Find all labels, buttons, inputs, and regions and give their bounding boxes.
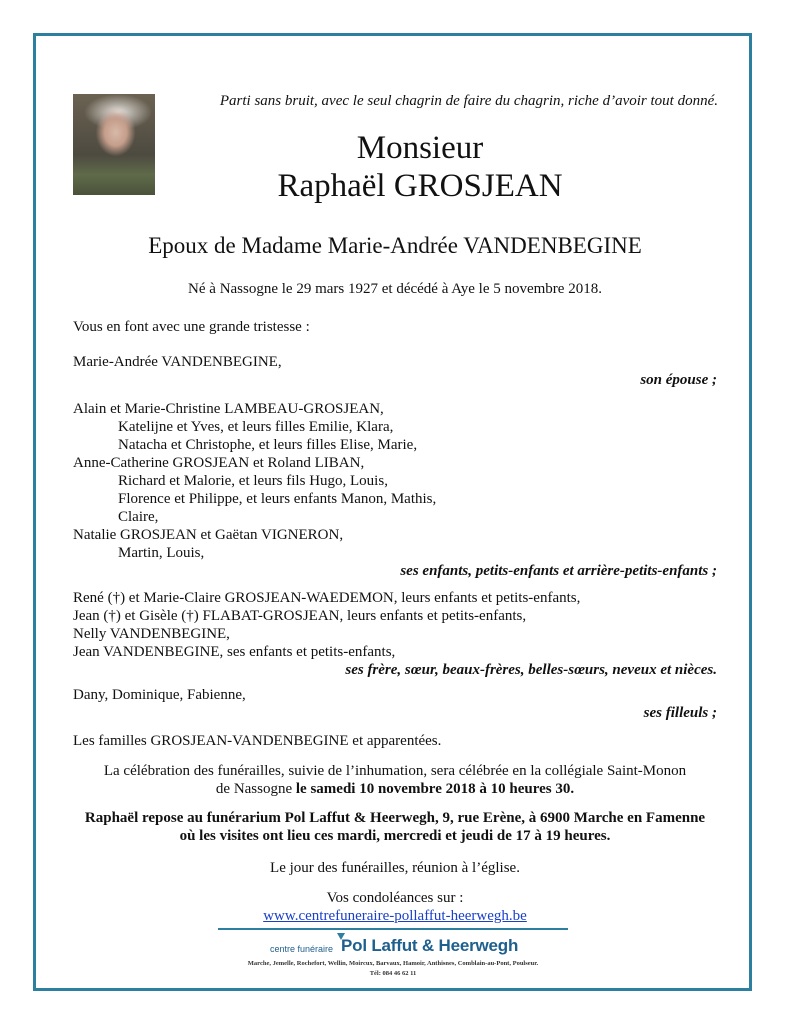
birth-death-line: Né à Nassogne le 29 mars 1927 et décédé à Aye le 5 novembre 2018. <box>188 281 602 297</box>
family-line: Jean VANDENBEGINE, ses enfants et petits-enfants, <box>73 644 396 660</box>
family-line: Anne-Catherine GROSJEAN et Roland LIBAN, <box>73 455 365 471</box>
family-line: Martin, Louis, <box>118 545 205 561</box>
ceremony-date-line <box>73 781 717 798</box>
family-line: Alain et Marie-Christine LAMBEAU-GROSJEAN, <box>73 401 384 417</box>
family-line: Richard et Malorie, et leurs fils Hugo, Louis, <box>118 473 388 489</box>
website-link[interactable]: www.centrefuneraire-pollaffut-heerwegh.be <box>263 908 527 924</box>
godchildren-role: ses filleuls ; <box>643 705 717 721</box>
logo-towns: Marche, Jemelle, Rochefort, Wellin, Moircux, Barvaux, Hamoir, Anthisnes, Comblain-au-Pont, Poulseur. <box>247 960 539 967</box>
children-role: ses enfants, petits-enfants et arrière-petits-enfants ; <box>400 563 717 579</box>
logo-phone: Tél: 084 46 62 11 <box>369 970 417 977</box>
godchildren-names: Dany, Dominique, Fabienne, <box>73 687 246 703</box>
meeting-line: Le jour des funérailles, réunion à l’église. <box>270 860 520 876</box>
ceremony-datetime: le samedi 10 novembre 2018 à 10 heures 30. <box>295 781 575 797</box>
spouse-name: Marie-Andrée VANDENBEGINE, <box>73 354 282 370</box>
deceased-name: Raphaël GROSJEAN <box>277 168 563 204</box>
logo-name: Pol Laffut & Heerwegh <box>341 936 519 955</box>
title-honorific: Monsieur <box>356 130 484 166</box>
family-line: René (†) et Marie-Claire GROSJEAN-WAEDEMON, leurs enfants et petits-enfants, <box>73 590 581 606</box>
families-line: Les familles GROSJEAN-VANDENBEGINE et apparentées. <box>73 733 442 749</box>
family-line: Claire, <box>118 509 159 525</box>
portrait-photo <box>73 94 155 195</box>
family-line: Florence et Philippe, et leurs enfants Manon, Mathis, <box>118 491 437 507</box>
family-line: Nelly VANDENBEGINE, <box>73 626 230 642</box>
funerarium-line: Raphaël repose au funérarium Pol Laffut & Heerwegh, 9, rue Erène, à 6900 Marche en Famenne <box>84 810 706 826</box>
family-line: Jean (†) et Gisèle (†) FLABAT-GROSJEAN, leurs enfants et petits-enfants, <box>73 608 527 624</box>
epitaph-quote: Parti sans bruit, avec le seul chagrin de faire du chagrin, riche d’avoir tout donné. <box>219 93 718 109</box>
intro-text: Vous en font avec une grande tristesse : <box>73 319 310 335</box>
spouse-role: son épouse ; <box>640 372 717 388</box>
website-row <box>73 908 717 925</box>
family-line: Katelijne et Yves, et leurs filles Emilie, Klara, <box>118 419 394 435</box>
logo-subtitle: centre funéraire <box>270 944 334 954</box>
siblings-role: ses frère, sœur, beaux-frères, belles-sœurs, neveux et nièces. <box>345 662 717 678</box>
family-line: Natacha et Christophe, et leurs filles Elise, Marie, <box>118 437 418 453</box>
visits-line: où les visites ont lieu ces mardi, mercredi et jeudi de 17 à 19 heures. <box>179 828 611 844</box>
logo-rule <box>218 928 568 930</box>
ceremony-place: de Nassogne <box>215 781 296 797</box>
family-line: Natalie GROSJEAN et Gaëtan VIGNERON, <box>73 527 344 543</box>
ceremony-line: La célébration des funérailles, suivie de l’inhumation, sera célébrée en la collégiale Saint-Monon <box>103 763 687 779</box>
spouse-line: Epoux de Madame Marie-Andrée VANDENBEGINE <box>148 233 642 258</box>
condolences-label: Vos condoléances sur : <box>326 890 464 906</box>
